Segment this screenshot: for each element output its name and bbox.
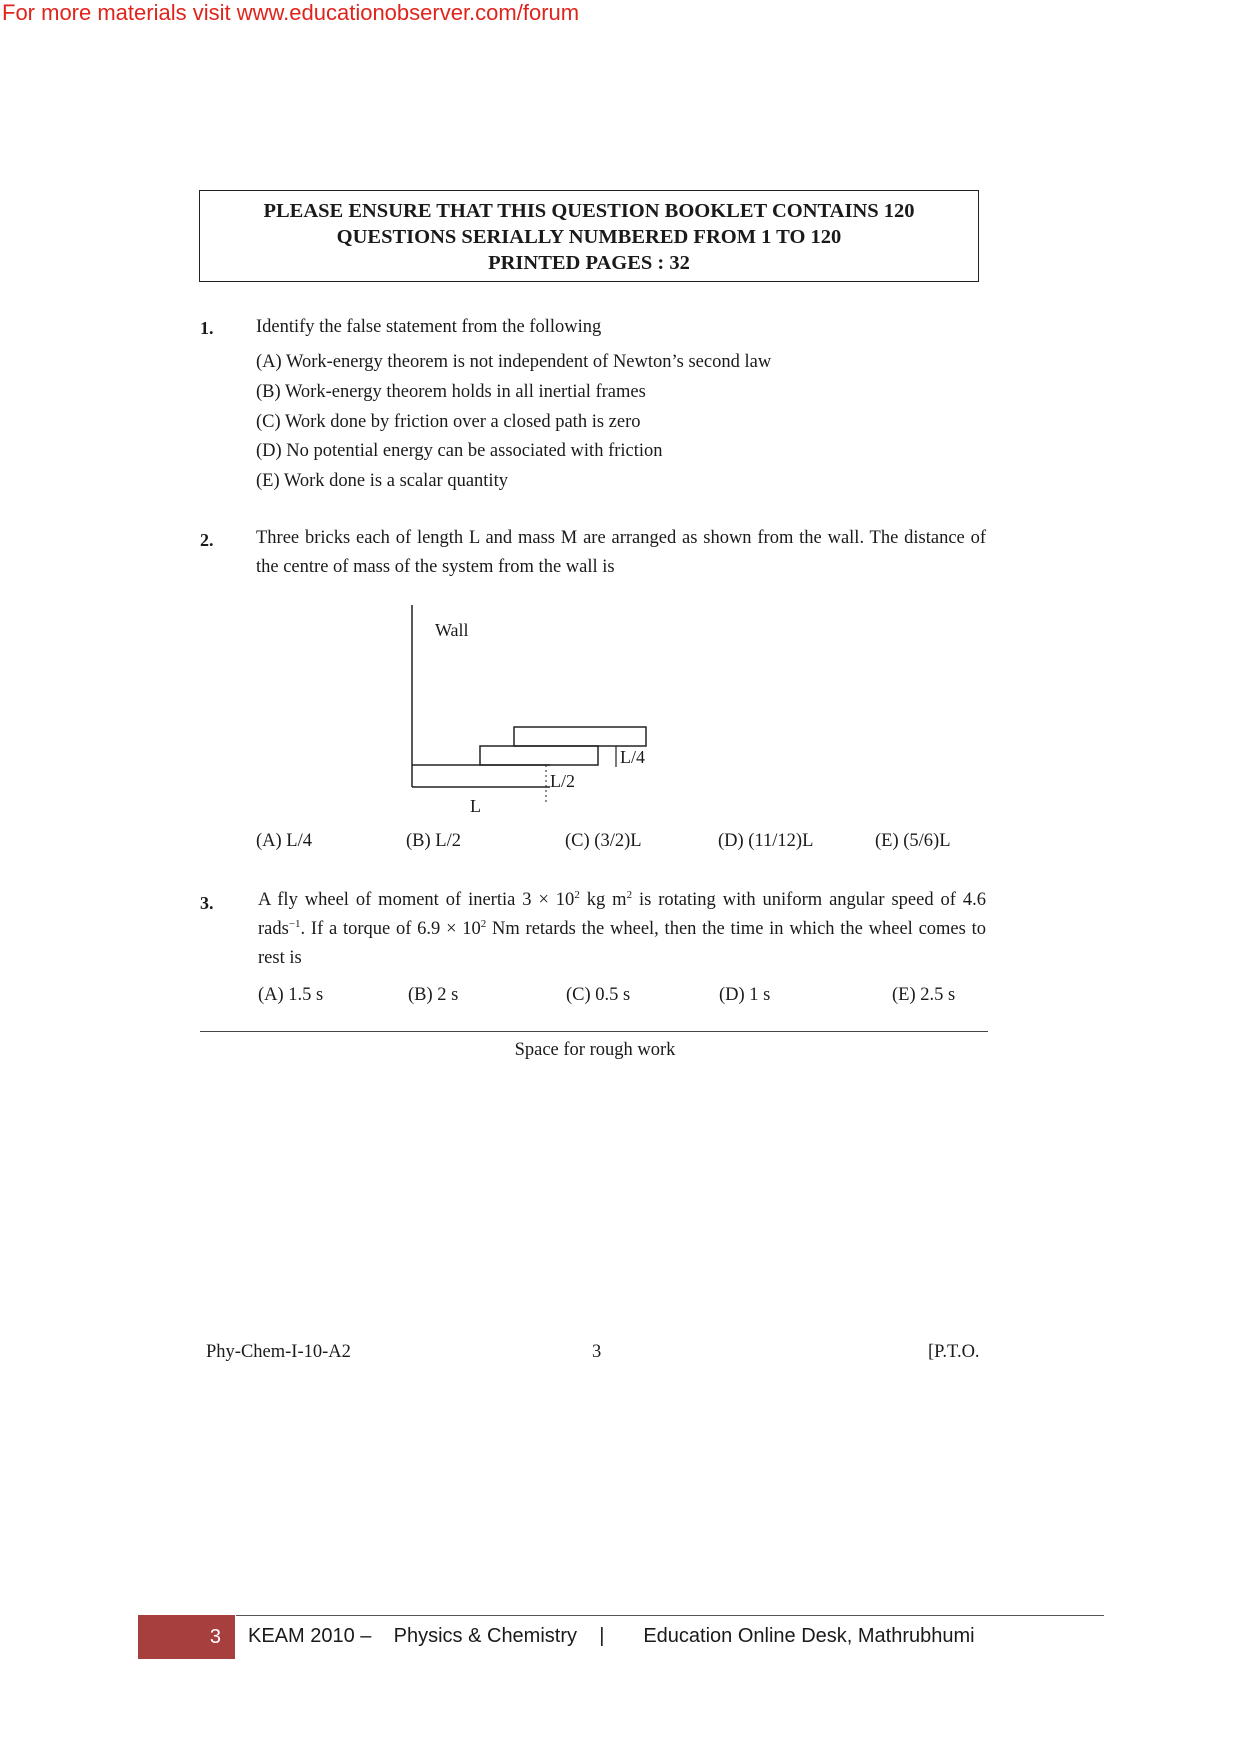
bricks-diagram <box>400 595 700 815</box>
page-number: 3 <box>592 1342 602 1362</box>
label-l4: L/4 <box>620 747 645 767</box>
question-2-number: 2. <box>200 530 214 550</box>
question-1-option-a: (A) Work-energy theorem is not independent of Newton’s second law <box>256 352 772 372</box>
rough-work-divider <box>200 1031 988 1032</box>
notice-line-2: QUESTIONS SERIALLY NUMBERED FROM 1 TO 120 <box>336 226 842 248</box>
question-2-text: Three bricks each of length L and mass M are arranged as shown from the wall. The distance of the centre of mass of the system from the wall is <box>256 528 986 577</box>
bottom-rule <box>236 1615 1104 1616</box>
source-link[interactable]: For more materials visit www.educationobserver.com/forum <box>2 0 580 25</box>
middle-brick <box>480 746 598 765</box>
notice-line-1: PLEASE ENSURE THAT THIS QUESTION BOOKLET CONTAINS 120 <box>263 200 915 222</box>
question-1-option-b: (B) Work-energy theorem holds in all inertial frames <box>256 382 646 402</box>
question-1-number: 1. <box>200 318 214 338</box>
label-l: L <box>470 796 481 815</box>
question-2-option-c: (C) (3/2)L <box>565 831 642 851</box>
question-2-option-e: (E) (5/6)L <box>875 831 951 851</box>
wall-label: Wall <box>435 620 469 640</box>
label-l2: L/2 <box>550 771 575 791</box>
question-2-option-a: (A) L/4 <box>256 831 312 851</box>
question-1-option-c: (C) Work done by friction over a closed path is zero <box>256 412 641 432</box>
booklet-notice <box>199 190 979 282</box>
top-brick <box>514 727 646 746</box>
notice-line-3: PRINTED PAGES : 32 <box>488 252 690 274</box>
question-3-option-d: (D) 1 s <box>719 985 771 1005</box>
question-3-option-c: (C) 0.5 s <box>566 985 631 1005</box>
bottom-page-tab: 3 <box>138 1615 235 1659</box>
question-2-option-d: (D) (11/12)L <box>718 831 814 851</box>
bottom-bar-title: KEAM 2010 – Physics & Chemistry | Education Online Desk, Mathrubhumi <box>248 1625 975 1647</box>
question-3-text: A fly wheel of moment of inertia $3 \times 10^2$ kg $m^2$ is rotating with uniform angular speed of 4.6 rads$^{-1}$. If a torque of $6.9 \times 10^2$ Nm retards the wheel, then the time in which the wheel comes to rest is <box>258 888 986 968</box>
question-3-option-e: (E) 2.5 s <box>892 985 956 1005</box>
question-1-option-d: (D) No potential energy can be associated with friction <box>256 441 663 461</box>
pto-label: [P.T.O. <box>928 1342 980 1362</box>
question-3-option-a: (A) 1.5 s <box>258 985 324 1005</box>
question-1-text: Identify the false statement from the following <box>256 317 602 337</box>
question-2-option-b: (B) L/2 <box>406 831 461 851</box>
question-3-option-b: (B) 2 s <box>408 985 459 1005</box>
question-3-number: 3. <box>200 893 214 913</box>
question-1-option-e: (E) Work done is a scalar quantity <box>256 471 508 491</box>
paper-code: Phy-Chem-I-10-A2 <box>206 1342 351 1362</box>
rough-work-label: Space for rough work <box>514 1040 676 1060</box>
